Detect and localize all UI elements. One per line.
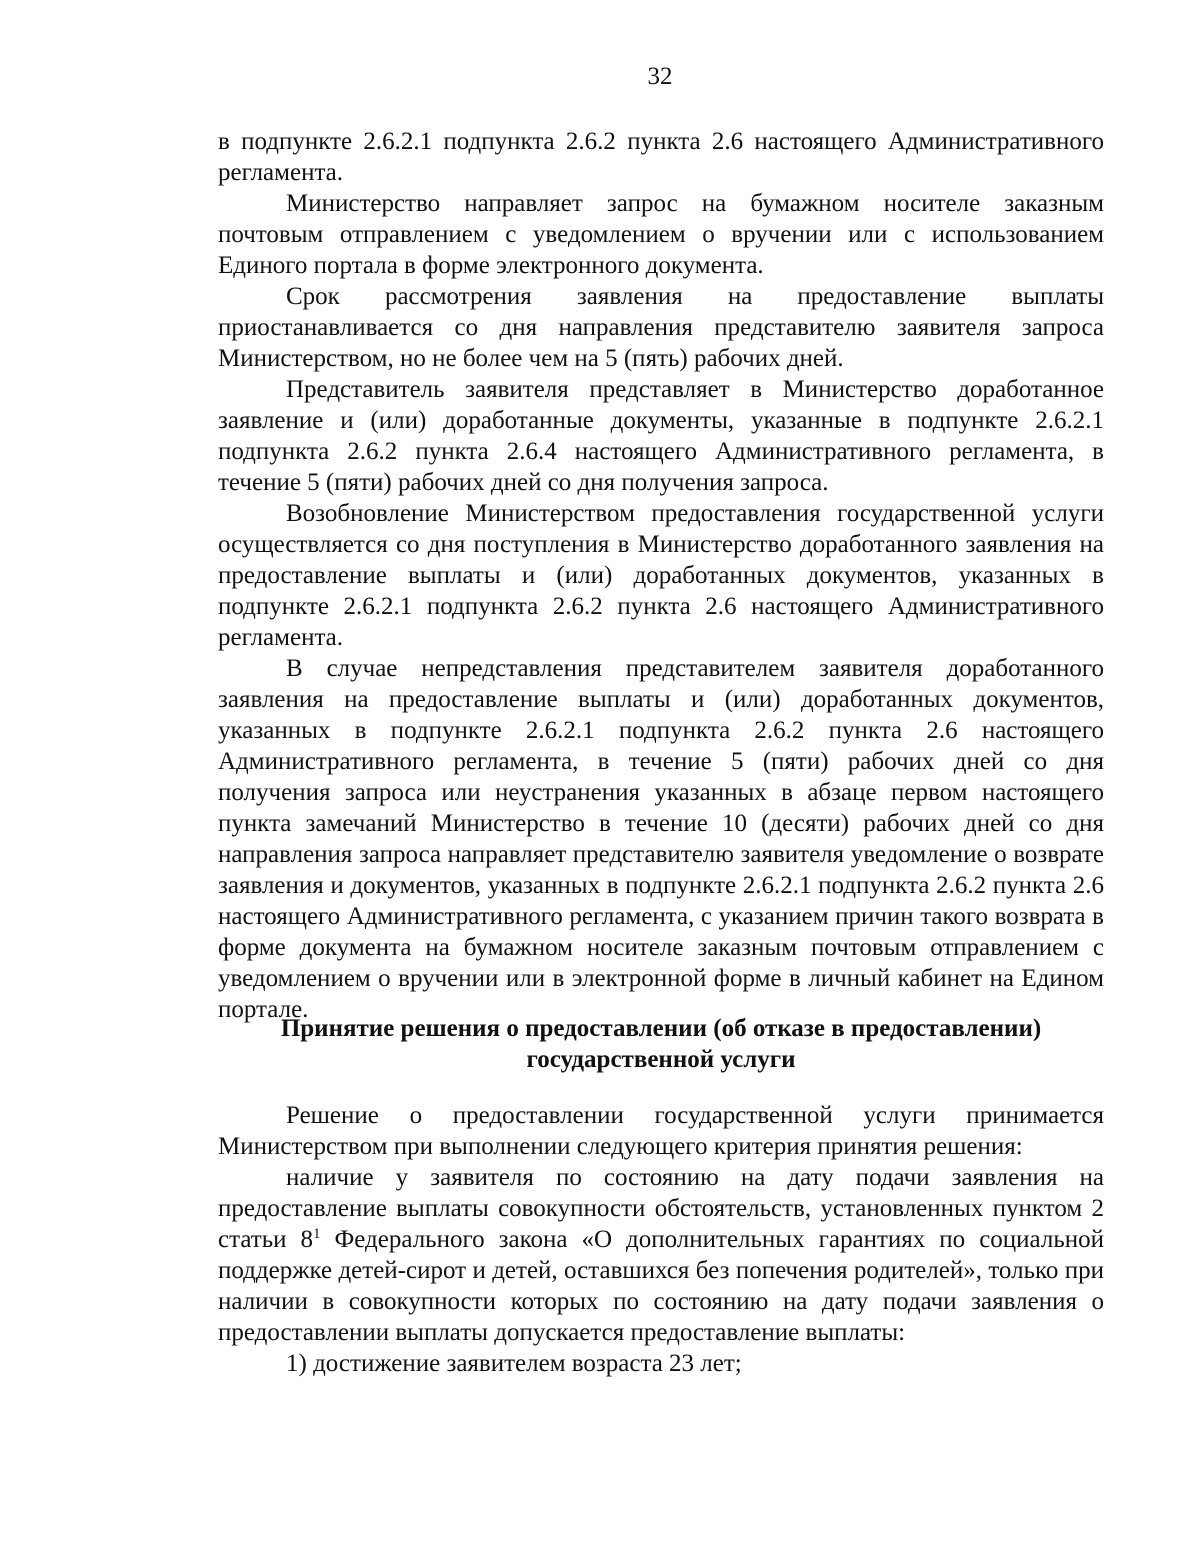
paragraph-request-sending: Министерство направляет запрос на бумажном носителе заказным почтовым отправлением с уведомлением о вручении или с использованием Единого портала в форме электронного документа. [218, 190, 1104, 279]
circumstances-text-end: Федерального закона «О дополнительных гарантиях по социальной поддержке детей-сирот и детей, оставшихся без попечения родителей», только при наличии в совокупности которых по состоянию на дату подачи заявления о предоставлении выплаты допускается предоставление выплаты: [218, 1226, 1104, 1346]
document-body [218, 126, 1104, 1025]
paragraph-resumption: Возобновление Министерством предоставления государственной услуги осуществляется со дня поступления в Министерство доработанного заявления на предоставление выплаты и (или) доработанных документов, указанных в подпункте 2.6.2.1 подпункта 2.6.2 пункта 2.6 настоящего Административного регламента. [218, 500, 1104, 651]
article-superscript: 1 [313, 1226, 321, 1242]
paragraph-circumstances [218, 1162, 1104, 1348]
section-heading [218, 1013, 1104, 1075]
circumstances-text-start: наличие у заявителя по состоянию на дату подачи заявления на предоставление выплаты совокупности обстоятельств, установленных пунктом 2 статьи 8 [218, 1164, 1104, 1253]
paragraph-representative-submission: Представитель заявителя представляет в Министерство доработанное заявление и (или) доработанные документы, указанные в подпункте 2.6.2.1 подпункта 2.6.2 пункта 2.6.4 настоящего Административного регламента, в течение 5 (пяти) рабочих дней со дня получения запроса. [218, 376, 1104, 496]
paragraph-continuation: в подпункте 2.6.2.1 подпункта 2.6.2 пункта 2.6 настоящего Административного регламента. [218, 128, 1104, 186]
list-item-age-condition: 1) достижение заявителем возраста 23 лет; [286, 1350, 742, 1377]
section-heading-line-1: Принятие решения о предоставлении (об отказе в предоставлении) [280, 1015, 1042, 1042]
paragraph-decision-criterion: Решение о предоставлении государственной услуги принимается Министерством при выполнении следующего критерия принятия решения: [218, 1102, 1104, 1160]
section-heading-line-2: государственной услуги [526, 1046, 796, 1073]
section-body [218, 1100, 1104, 1379]
paragraph-suspension-term: Срок рассмотрения заявления на предоставление выплаты приостанавливается со дня направления представителю заявителя запроса Министерством, но не более чем на 5 (пять) рабочих дней. [218, 283, 1104, 372]
paragraph-return-of-application: В случае непредставления представителем заявителя доработанного заявления на предоставление выплаты и (или) доработанных документов, указанных в подпункте 2.6.2.1 подпункта 2.6.2 пункта 2.6 настоящего Административного регламента, в течение 5 (пяти) рабочих дней со дня получения запроса или неустранения указанных в абзаце первом настоящего пункта замечаний Министерство в течение 10 (десяти) рабочих дней со дня направления запроса направляет представителю заявителя уведомление о возврате заявления и документов, указанных в подпункте 2.6.2.1 подпункта 2.6.2 пункта 2.6 настоящего Административного регламента, с указанием причин такого возврата в форме документа на бумажном носителе заказным почтовым отправлением с уведомлением о вручении или в электронной форме в личный кабинет на Едином портале. [218, 655, 1104, 1023]
page-number: 32 [647, 63, 673, 90]
